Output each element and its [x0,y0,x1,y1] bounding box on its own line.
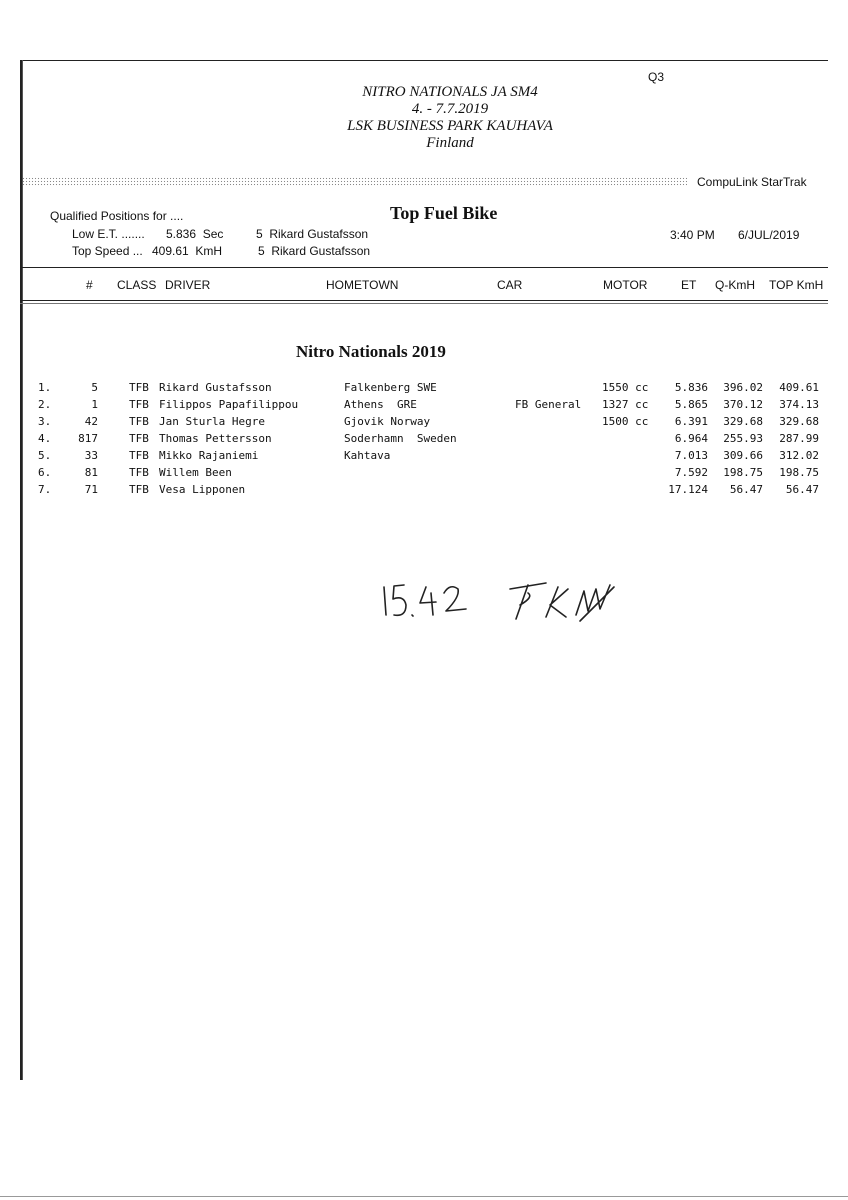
col-car: CAR [497,278,523,292]
cell-qkmh: 198.75 [723,466,763,479]
cell-hometown: Athens GRE [344,398,417,411]
cell-driver: Thomas Pettersson [159,432,272,445]
cell-qkmh: 329.68 [723,415,763,428]
cell-et: 17.124 [668,483,708,496]
top-speed-value: 409.61 KmH [152,244,223,258]
cell-et: 7.013 [674,449,708,462]
header-rule-top [20,267,828,268]
low-et-holder: 5 Rikard Gustafsson [256,227,369,241]
col-hometown: HOMETOWN [326,278,399,292]
cell-hometown: Gjovik Norway [344,415,431,428]
dotted-separator [22,177,687,186]
cell-qkmh: 255.93 [723,432,763,445]
software-label: CompuLink StarTrak [697,175,807,189]
cell-driver: Jan Sturla Hegre [159,415,265,428]
low-et-value: 5.836 Sec [166,227,224,241]
cell-class: TFB [129,432,149,445]
print-time: 3:40 PM [670,228,715,242]
cell-num: 71 [84,483,98,496]
cell-topkmh: 198.75 [779,466,819,479]
cell-topkmh: 409.61 [779,381,819,394]
section-title: Nitro Nationals 2019 [296,342,446,361]
cell-et: 5.836 [674,381,708,394]
cell-hometown: Soderhamn Sweden [344,432,457,445]
cell-et: 5.865 [674,398,708,411]
cell-pos: 3. [38,415,52,428]
cell-pos: 6. [38,466,52,479]
cell-motor: 1327 cc [602,398,649,411]
cell-num: 817 [78,432,98,445]
cell-class: TFB [129,381,149,394]
cell-topkmh: 374.13 [779,398,819,411]
cell-driver: Vesa Lipponen [159,483,246,496]
header-rule-bottom-2 [20,303,828,304]
cell-pos: 7. [38,483,52,496]
bottom-edge [0,1196,848,1197]
cell-pos: 4. [38,432,52,445]
qualified-label: Qualified Positions for .... [50,209,184,223]
col-class: CLASS [117,278,157,292]
event-country: Finland [426,135,474,151]
print-date: 6/JUL/2019 [738,228,800,242]
cell-et: 7.592 [674,466,708,479]
cell-qkmh: 396.02 [723,381,763,394]
cell-topkmh: 312.02 [779,449,819,462]
cell-qkmh: 309.66 [723,449,763,462]
cell-qkmh: 56.47 [729,483,763,496]
cell-num: 81 [84,466,98,479]
cell-motor: 1550 cc [602,381,649,394]
cell-driver: Mikko Rajaniemi [159,449,259,462]
event-title: NITRO NATIONALS JA SM4 [362,84,538,100]
event-dates: 4. - 7.7.2019 [411,101,489,117]
handwritten-annotation [370,575,640,625]
cell-num: 1 [91,398,98,411]
col-num: # [86,278,93,292]
col-qkmh: Q-KmH [715,278,755,292]
col-topkmh: TOP KmH [769,278,824,292]
top-speed-label: Top Speed ... [72,244,143,258]
left-border-inner [22,60,23,1080]
cell-et: 6.964 [674,432,708,445]
event-header [250,84,650,152]
col-driver: DRIVER [165,278,211,292]
cell-topkmh: 329.68 [779,415,819,428]
cell-pos: 1. [38,381,52,394]
cell-class: TFB [129,483,149,496]
cell-topkmh: 287.99 [779,432,819,445]
col-et: ET [681,278,697,292]
cell-num: 33 [84,449,98,462]
cell-hometown: Falkenberg SWE [344,381,437,394]
cell-car: FB General [515,398,582,411]
cell-pos: 5. [38,449,52,462]
cell-driver: Willem Been [159,466,232,479]
doc-code: Q3 [648,70,665,84]
class-title: Top Fuel Bike [390,203,498,223]
cell-class: TFB [129,449,149,462]
cell-driver: Rikard Gustafsson [159,381,272,394]
cell-num: 5 [91,381,98,394]
low-et-label: Low E.T. ....... [72,227,145,241]
cell-class: TFB [129,398,149,411]
cell-topkmh: 56.47 [785,483,819,496]
cell-num: 42 [84,415,98,428]
header-rule-bottom [20,300,828,301]
event-venue: LSK BUSINESS PARK KAUHAVA [347,118,553,134]
cell-pos: 2. [38,398,52,411]
cell-et: 6.391 [674,415,708,428]
cell-class: TFB [129,415,149,428]
cell-motor: 1500 cc [602,415,649,428]
cell-driver: Filippos Papafilippou [159,398,299,411]
top-border [20,60,828,61]
cell-class: TFB [129,466,149,479]
top-speed-holder: 5 Rikard Gustafsson [258,244,371,258]
col-motor: MOTOR [603,278,648,292]
cell-qkmh: 370.12 [723,398,763,411]
cell-hometown: Kahtava [344,449,391,462]
